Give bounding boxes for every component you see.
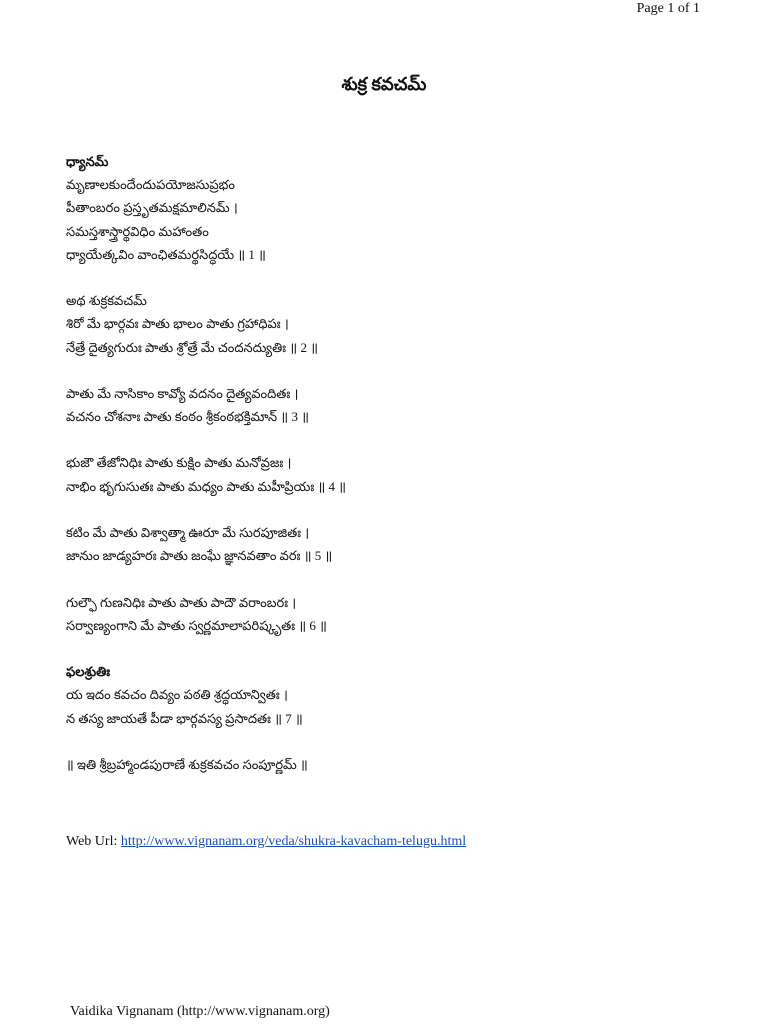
stanza-gap bbox=[66, 498, 706, 521]
verse-line: సర్వాణ్యంగాని మే పాతు స్వర్ణమాలాపరిష్కృతః ॥ 6 ॥ bbox=[66, 617, 327, 633]
stotram-body bbox=[66, 150, 706, 776]
dhyanam-heading: ధ్యానమ్ bbox=[66, 154, 109, 169]
verse-line: శిరో మే భార్గవః పాతు భాలం పాతు గ్రహాధిపః । bbox=[66, 316, 289, 332]
web-url-line bbox=[66, 832, 466, 852]
verse-line: గుల్ఫౌ గుణనిధిః పాతు పాతు పాదౌ వరాంబరః । bbox=[66, 594, 297, 610]
stanza-gap bbox=[66, 637, 706, 660]
web-url-label: Web Url: bbox=[66, 834, 121, 849]
verse-line: నేత్రే దైత్యగురుః పాతు శ్రోత్రే మే చందనద్యుతిః ॥ 2 ॥ bbox=[66, 339, 318, 355]
document-title: శుక్ర కవచమ్ bbox=[341, 74, 427, 94]
dhyanam-line: సమస్తశాస్త్రార్థవిధిం మహాంతం bbox=[66, 223, 209, 239]
phalashruti-heading: ఫలశ్రుతిః bbox=[66, 664, 111, 680]
dhyanam-line: ధ్యాయేత్కవిం వాంఛితమర్థసిద్ధయే ॥ 1 ॥ bbox=[66, 246, 266, 262]
phalashruti-line: న తస్య జాయతే పీడా భార్గవస్య ప్రసాదతః ॥ 7 ॥ bbox=[66, 710, 303, 726]
closing-line: ॥ ఇతి శ్రీబ్రహ్మాండపురాణే శుక్రకవచం సంపూర్ణమ్ ॥ bbox=[66, 756, 308, 772]
dhyanam-line: పీతాంబరం ప్రస్తృతమక్షమాలినమ్ । bbox=[66, 200, 238, 216]
verse-line: వచనం చోశనాః పాతు కంఠం శ్రీకంఠభక్తిమాన్ ॥ 3 ॥ bbox=[66, 409, 310, 425]
dhyanam-line: మృణాలకుందేందుపయోజసుప్రభం bbox=[66, 177, 235, 193]
phalashruti-line: య ఇదం కవచం దివ్యం పఠతి శ్రద్ధయాన్వితః । bbox=[66, 687, 288, 703]
stanza-gap bbox=[66, 730, 706, 753]
verse-line: కటిం మే పాతు విశ్వాత్మా ఊరూ మే సురపూజితః । bbox=[66, 525, 310, 540]
verse-line: నాభిం భృగుసుతః పాతు మధ్యం పాతు మహీప్రియః ॥ 4 ॥ bbox=[66, 478, 347, 494]
page-footer: Vaidika Vignanam (http://www.vignanam.org) bbox=[70, 1004, 330, 1019]
stanza-gap bbox=[66, 567, 706, 590]
stanza-gap bbox=[66, 359, 706, 382]
web-url-link[interactable]: http://www.vignanam.org/veda/shukra-kavacham-telugu.html bbox=[120, 834, 467, 849]
page-counter: Page 1 of 1 bbox=[636, 1, 700, 16]
kavacham-intro: అథ శుక్రకవచమ్ bbox=[66, 293, 147, 309]
stanza-gap bbox=[66, 266, 706, 289]
verse-line: పాతు మే నాసికాం కావ్యో వదనం దైత్యవందితః । bbox=[66, 385, 299, 401]
verse-line: జానుం జాడ్యహరః పాతు జంఘే జ్ఞానవతాం వరః ॥ 5 ॥ bbox=[66, 548, 333, 564]
verse-line: భుజౌ తేజోనిధిః పాతు కుక్షిం పాతు మనోవ్రజః । bbox=[66, 455, 292, 471]
stanza-gap bbox=[66, 428, 706, 451]
